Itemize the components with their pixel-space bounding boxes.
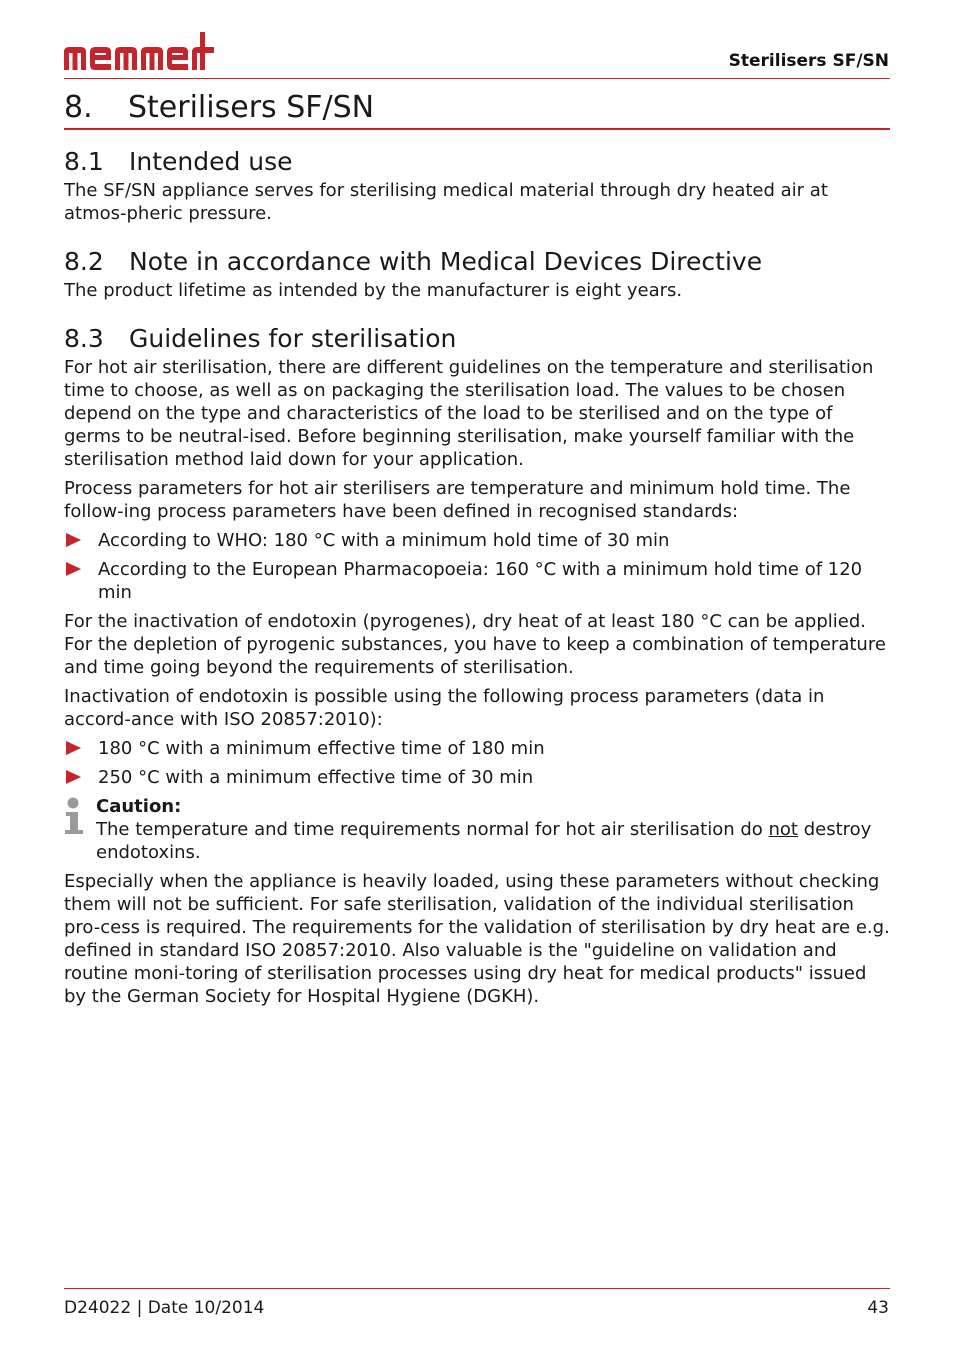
caution-title: Caution: [96,796,182,817]
arrow-bullet-icon [66,533,81,547]
info-icon [64,795,96,864]
header-divider [64,78,890,79]
list-item-text: According to WHO: 180 °C with a minimum hold time of 30 min [98,530,670,551]
paragraph: Especially when the appliance is heavily loaded, using these parameters without checking them will not be sufficient. For safe sterilisation, validation of the individual sterilisation pro-cess is required. The requirements for the validation of sterilisation by dry heat are e.g. defined in standard ISO 20857:2010. Also valuable is the "guideline on validation and routine moni-toring of sterilisation processes using dry heat for medical products" issued by the German Society for Hospital Hygiene (DGKH). [64,871,890,1007]
header-section-title: Sterilisers SF/SN [728,51,889,71]
arrow-bullet-icon [66,562,81,576]
caution-text-part: destroy endotoxins. [96,819,872,863]
caution-text [96,818,890,864]
chapter-divider [64,128,890,130]
caution-note [64,795,890,864]
section-number: 8.3 [64,324,104,353]
list-item [64,558,890,604]
section-number: 8.2 [64,247,104,276]
list-item-text: 250 °C with a minimum effective time of 30 min [98,767,534,788]
list-item [64,737,890,760]
caution-body [96,795,890,864]
footer-divider [64,1288,890,1289]
section-heading-8-1 [64,145,890,179]
list-item [64,766,890,789]
section-number: 8.1 [64,147,104,176]
list-item-text: According to the European Pharmacopoeia: 160 °C with a minimum hold time of 120 min [98,559,863,603]
paragraph: Process parameters for hot air sterilisers are temperature and minimum hold time. The follow-ing process parameters have been defined in recognised standards: [64,478,851,522]
footer-doc-info: D24022 | Date 10/2014 [64,1298,265,1318]
memmert-logo [64,32,216,72]
section-heading-8-2 [64,245,890,279]
section-heading-8-3 [64,322,890,356]
arrow-bullet-icon [66,741,81,755]
section-title: Intended use [129,147,293,176]
arrow-bullet-icon [66,770,81,784]
paragraph: For the inactivation of endotoxin (pyrogenes), dry heat of at least 180 °C can be applied. For the depletion of pyrogenic substances, you have to keep a combination of temperature and time going beyond the requirements of sterilisation. [64,611,886,678]
paragraph: For hot air sterilisation, there are different guidelines on the temperature and sterilisation time to choose, as well as on packaging the sterilisation load. The values to be chosen depend on the type and characteristics of the load to be sterilised and on the type of germs to be neutral-ised. Before beginning sterilisation, make yourself familiar with the sterilisation method laid down for your application. [64,357,874,470]
section-title: Guidelines for sterilisation [129,324,457,353]
chapter-title [64,90,374,126]
caution-text-part: The temperature and time requirements normal for hot air sterilisation do [96,819,769,840]
paragraph: Inactivation of endotoxin is possible using the following process parameters (data in accord-ance with ISO 20857:2010): [64,686,825,730]
list-item [64,529,890,552]
paragraph: The product lifetime as intended by the manufacturer is eight years. [64,280,683,301]
page-content [64,145,890,1008]
paragraph: The SF/SN appliance serves for sterilising medical material through dry heated air at atmos-pheric pressure. [64,180,828,224]
caution-emphasis: not [768,819,798,840]
section-title: Note in accordance with Medical Devices Directive [129,247,763,276]
page-number: 43 [867,1298,889,1318]
chapter-number: 8. [64,90,93,125]
list-item-text: 180 °C with a minimum effective time of 180 min [98,738,545,759]
chapter-title-text: Sterilisers SF/SN [128,90,375,125]
